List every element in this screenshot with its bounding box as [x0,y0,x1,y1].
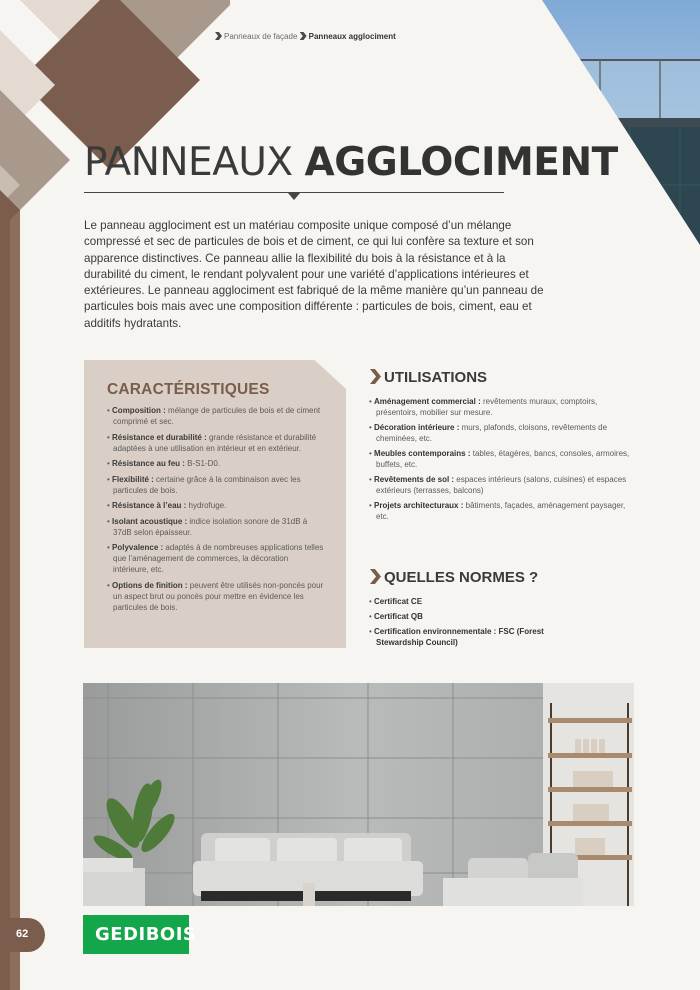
chevron-right-icon [370,569,381,584]
title-light: PANNEAUX [84,140,293,185]
list-item: • Résistance à l’eau : hydrofuge. [107,501,227,510]
item-text: murs, plafonds, cloisons, revêtements de cheminées, etc. [376,423,608,443]
item-text: tables, étagères, bancs, consoles, armoires, buffets, etc. [376,449,630,469]
normes-title: QUELLES NORMES ? [384,569,539,586]
normes-list [369,596,544,652]
normes-heading [370,569,538,586]
page-title [84,140,618,185]
interior-photo [83,683,634,906]
item-text: certaine grâce à la combinaison avec les particules de bois. [113,474,301,495]
item-label: Revêtements de sol : [374,475,455,484]
list-item: • Revêtements de sol : espaces intérieurs (salons, cuisines) et espaces extérieurs (terrasses, balcons) [369,475,627,495]
brand-logo [83,915,197,954]
item-text: mélange de particules de bois et de ciment comprimé et sec. [113,406,321,426]
item-label: Décoration intérieure : [374,423,460,432]
item-label: Meubles contemporains : [374,449,471,458]
list-item: • Certificat CE [369,597,423,606]
utilisations-heading [370,369,487,386]
list-item: • Certification environnementale : FSC (Forest Stewardship Council) [369,627,544,647]
title-bold: AGGLOCIMENT [304,140,618,185]
item-text: bâtiments, façades, aménagement paysager, etc. [376,501,626,521]
item-label: Certification environnementale : FSC (Forest Stewardship Council) [374,627,544,647]
breadcrumb-parent[interactable]: Panneaux de façade [224,32,298,41]
list-item: • Résistance et durabilité : grande résistance et durabilité adaptées à une utilisation en intérieur et en extérieur. [107,432,317,453]
list-item: • Décoration intérieure : murs, plafonds, cloisons, revêtements de cheminées, etc. [369,423,608,443]
utilisations-title: UTILISATIONS [384,369,488,386]
item-label: Projets architecturaux : [374,501,464,510]
item-label: Flexibilité : [112,474,154,484]
chevron-right-icon [370,369,381,384]
item-label: Polyvalence : [112,543,164,552]
item-label: Aménagement commercial : [374,397,481,406]
list-item: • Polyvalence : adaptés à de nombreuses applications telles que l’aménagement de commerces, la décoration intérieure, etc. [107,543,324,574]
logo-text: GEDIBOIS [95,924,197,945]
item-text: indice isolation sonore de 31dB à 37dB selon épaisseur. [113,516,308,537]
item-label: Certificat QB [374,612,423,621]
left-brown-band [0,190,50,990]
list-item: • Composition : mélange de particules de bois et de ciment comprimé et sec. [107,406,321,426]
item-label: Résistance à l’eau : [112,501,187,510]
chevron-right-icon [215,32,222,40]
item-label: Isolant acoustique : [112,516,188,526]
item-text: B-S1-D0. [184,459,221,468]
list-item: • Flexibilité : certaine grâce à la combinaison avec les particules de bois. [107,474,301,495]
breadcrumb [215,32,396,41]
list-item: • Options de finition : peuvent être utilisés non-poncés pour un aspect brut ou poncés pour mettre en évidence les particules de bois. [107,580,324,612]
list-item: • Projets architecturaux : bâtiments, façades, aménagement paysager, etc. [369,501,626,521]
item-text: adaptés à de nombreuses applications telles que l’aménagement de commerces, la décoration intérieure, etc. [113,543,324,574]
item-label: Résistance et durabilité : [112,432,207,442]
breadcrumb-current: Panneaux agglociment [308,32,396,41]
item-text: grande résistance et durabilité adaptées à une utilisation en intérieur et en extérieur. [113,432,317,453]
list-item: • Certificat QB [369,612,423,621]
chevron-right-icon [300,32,307,40]
item-label: Résistance au feu : [112,459,185,468]
item-label: Composition : [112,406,166,415]
title-divider-notch [288,193,300,200]
caracteristiques-title: CARACTÉRISTIQUES [107,381,270,398]
list-item: • Isolant acoustique : indice isolation sonore de 31dB à 37dB selon épaisseur. [107,516,308,537]
item-text: revêtements muraux, comptoirs, présentoirs, mobilier sur mesure. [376,397,598,417]
list-item: • Résistance au feu : B-S1-D0. [107,459,221,468]
list-item: • Aménagement commercial : revêtements muraux, comptoirs, présentoirs, mobilier sur mesure. [369,397,598,417]
item-text: espaces intérieurs (salons, cuisines) et espaces extérieurs (terrasses, balcons) [376,475,627,495]
item-text: hydrofuge. [186,501,227,510]
caracteristiques-list [107,405,325,617]
page-number: 62 [16,928,29,940]
utilisations-list [369,396,631,526]
item-text: peuvent être utilisés non-poncés pour un aspect brut ou poncés pour mettre en évidence les particules de bois. [113,580,324,612]
item-label: Certificat CE [374,597,423,606]
intro-paragraph: Le panneau agglociment est un matériau composite unique composé d’un mélange compressé et sec de particules de bois et de ciment, ce qui lui confère sa texture et son apparence distinctives. Ce panneau allie la flexibilité du bois à la résistance et à la durabilité du ciment, le rendant polyvalent pour une variété d’applications intérieures et extérieures. Le panneau agglociment est fabriqué de la même manière qu’un panneau de particules bois mais avec une composition différente : particules de bois, ciment, eau et additifs hydratants. [84,219,544,330]
list-item: • Meubles contemporains : tables, étagères, bancs, consoles, armoires, buffets, etc. [369,449,630,469]
building-photo [480,0,700,245]
item-label: Options de finition : [112,580,188,590]
